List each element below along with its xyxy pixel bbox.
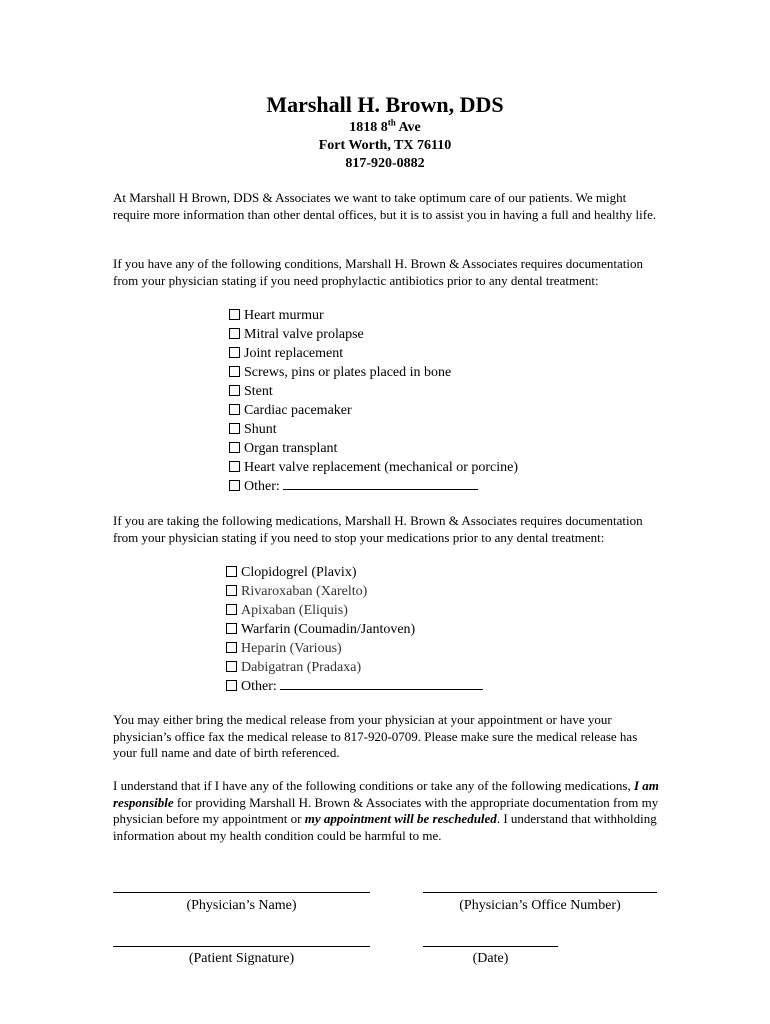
- condition-item-other: Other:: [229, 477, 518, 496]
- practice-title: Marshall H. Brown, DDS: [266, 92, 504, 117]
- medication-item: Heparin (Various): [226, 639, 483, 658]
- condition-item: Mitral valve prolapse: [229, 325, 518, 344]
- checkbox[interactable]: [229, 404, 240, 415]
- checkbox[interactable]: [229, 385, 240, 396]
- patient-signature-line[interactable]: [113, 946, 370, 947]
- condition-item: Shunt: [229, 420, 518, 439]
- checkbox[interactable]: [226, 604, 237, 615]
- medications-checklist: [226, 563, 483, 696]
- condition-item: Heart murmur: [229, 306, 518, 325]
- medication-item: Clopidogrel (Plavix): [226, 563, 483, 582]
- intro-paragraph: At Marshall H Brown, DDS & Associates we want to take optimum care of our patients. We might require more information than other dental offices, but it is to assist you in having a full and healthy life.: [113, 190, 657, 222]
- condition-item: Screws, pins or plates placed in bone: [229, 363, 518, 382]
- physician-office-number-line[interactable]: [423, 892, 657, 893]
- condition-item: Joint replacement: [229, 344, 518, 363]
- address-line-2: Fort Worth, TX 76110: [318, 138, 452, 153]
- checkbox[interactable]: [229, 461, 240, 472]
- checkbox[interactable]: [229, 480, 240, 491]
- physician-name-label: (Physician’s Name): [186, 898, 297, 913]
- condition-item: Cardiac pacemaker: [229, 401, 518, 420]
- checkbox[interactable]: [226, 680, 237, 691]
- conditions-checklist: [229, 306, 518, 496]
- release-paragraph: You may either bring the medical release from your physician at your appointment or have your physician’s office fax the medical release to 817-920-0709. Please make sure the medical release has your full name and date of birth referenced.: [113, 712, 638, 760]
- conditions-paragraph: If you have any of the following conditions, Marshall H. Brown & Associates requires documentation from your physician stating if you need prophylactic antibiotics prior to any dental treatment:: [113, 256, 644, 288]
- medication-item: Apixaban (Eliquis): [226, 601, 483, 620]
- medications-paragraph: If you are taking the following medications, Marshall H. Brown & Associates requires documentation from your physician stating if you need to stop your medications prior to any dental treatment:: [113, 513, 643, 545]
- checkbox[interactable]: [226, 623, 237, 634]
- patient-signature-label: (Patient Signature): [188, 951, 295, 966]
- checkbox[interactable]: [229, 442, 240, 453]
- checkbox[interactable]: [226, 566, 237, 577]
- checkbox[interactable]: [229, 309, 240, 320]
- date-line[interactable]: [423, 946, 558, 947]
- other-medication-field[interactable]: [280, 677, 483, 690]
- physician-name-line[interactable]: [113, 892, 370, 893]
- physician-office-number-label: (Physician’s Office Number): [459, 898, 621, 913]
- checkbox[interactable]: [229, 328, 240, 339]
- checkbox[interactable]: [226, 661, 237, 672]
- checkbox[interactable]: [229, 347, 240, 358]
- checkbox[interactable]: [226, 585, 237, 596]
- condition-item: Stent: [229, 382, 518, 401]
- acknowledgement-paragraph: I understand that if I have any of the following conditions or take any of the following medications, I am responsible for providing Marshall H. Brown & Associates with the appropriate documentation from my physician before my appointment or my appointment will be rescheduled. I understand that withholding information about my health condition could be harmful to me.: [113, 778, 659, 843]
- medication-item-other: Other:: [226, 677, 483, 696]
- condition-item: Heart valve replacement (mechanical or porcine): [229, 458, 518, 477]
- date-label: (Date): [472, 951, 509, 966]
- checkbox[interactable]: [226, 642, 237, 653]
- condition-item: Organ transplant: [229, 439, 518, 458]
- medication-item: Warfarin (Coumadin/Jantoven): [226, 620, 483, 639]
- address-line-1: 1818 8th Ave: [349, 117, 421, 135]
- other-condition-field[interactable]: [283, 477, 478, 490]
- medication-item: Rivaroxaban (Xarelto): [226, 582, 483, 601]
- medication-item: Dabigatran (Pradaxa): [226, 658, 483, 677]
- checkbox[interactable]: [229, 366, 240, 377]
- checkbox[interactable]: [229, 423, 240, 434]
- practice-phone: 817-920-0882: [345, 156, 425, 171]
